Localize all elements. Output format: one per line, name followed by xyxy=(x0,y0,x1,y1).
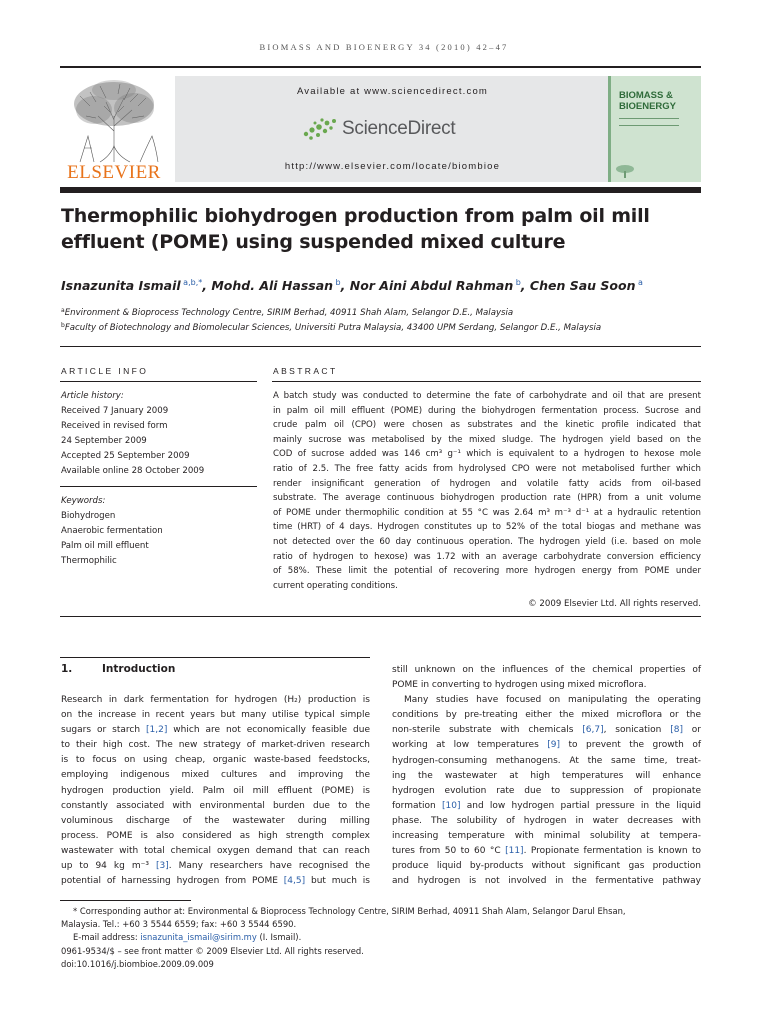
intro-rule xyxy=(60,657,370,658)
body-text-line: on the increase in recent years but many utilise typical simple xyxy=(61,710,370,721)
citation-link[interactable]: [9] xyxy=(547,740,560,751)
body-text-line: wastewater with total chemical oxygen demand that can reach xyxy=(61,845,370,856)
body-text-line: potential of harnessing hydrogen from POME [4,5] but much is xyxy=(61,876,370,887)
top-rule xyxy=(60,66,701,68)
keyword: Palm oil mill effluent xyxy=(61,541,149,551)
section-heading-introduction xyxy=(61,663,175,675)
history-entry: Accepted 25 September 2009 xyxy=(61,451,190,461)
abstract-line: A batch study was conducted to determine the fate of carbohydrate and oil that are present xyxy=(273,391,701,401)
journal-url-link[interactable]: http://www.elsevier.com/locate/biombioe xyxy=(284,161,501,172)
body-column-left xyxy=(61,693,370,889)
body-text-line: process. POME is also considered as high strength complex xyxy=(61,830,370,841)
abstract-line: not detected over the 60 day continuous operation. The hydrogen yield (i.e. based on mole xyxy=(273,536,701,547)
body-text-line: ing the wastewater at high temperatures will enhance xyxy=(392,770,701,781)
body-text-line: sugars or starch [1,2] which are not economically feasible due xyxy=(61,725,370,736)
body-text-line: conditions by pre-treating either the mixed microflora or the xyxy=(392,710,701,721)
author-affiliation-mark[interactable]: b xyxy=(335,278,341,287)
email-line xyxy=(61,931,701,944)
sciencedirect-wordmark: ScienceDirect xyxy=(342,118,456,139)
author-name[interactable]: Nor Aini Abdul Rahman xyxy=(349,278,514,293)
citation-link[interactable]: [10] xyxy=(442,800,461,811)
abstract-bottom-rule xyxy=(60,616,701,617)
abstract-line: crude palm oil (CPO) were chosen as substrates and the kinetic profile indicated that xyxy=(273,420,701,431)
journal-cover[interactable] xyxy=(608,76,701,182)
body-text-line: up to 94 kg m⁻³ [3]. Many researchers have recognised the xyxy=(61,861,370,872)
author-affiliation-mark[interactable]: a,b,* xyxy=(183,278,203,287)
abstract-line: ratio of 2.5. The free fatty acids from hydrolysed CPO were not metabolised further which xyxy=(273,463,701,474)
keyword: Anaerobic fermentation xyxy=(61,526,163,536)
author-name[interactable]: Chen Sau Soon xyxy=(529,278,636,293)
body-text-line: increasing temperature with minimal solubility at tempera- xyxy=(392,831,701,842)
sciencedirect-dots-icon xyxy=(300,114,340,144)
affiliation-a: $^a$Environment & Bioprocess Technology Centre, SIRIM Berhad, 40911 Shah Alam, Selangor D.E., Malaysia xyxy=(61,307,514,318)
body-text-line: hydrogen evolution rate due to suppression of propionate xyxy=(392,785,701,796)
body-text-line: hydrogen production yield. Palm oil mill effluent (POME) is xyxy=(61,785,370,796)
citation-link[interactable]: [3] xyxy=(155,861,169,872)
abstract-line: mainly sucrose was metabolised by the mixed sludge. The hydrogen yield based on the xyxy=(273,434,701,445)
abstract-line: ratio of hydrogen to hexose) was 1.72 with an average carbohydrate conversion efficiency xyxy=(273,551,701,562)
author-affiliation-mark[interactable]: a xyxy=(637,278,643,287)
abstract-line: of 58%. These limit the potential of recovering more hydrogen energy from POME under xyxy=(273,566,701,577)
body-text-line: formation [10] and low hydrogen partial pressure in the liquid xyxy=(392,800,701,811)
sciencedirect-box xyxy=(175,76,610,182)
title-rule xyxy=(60,187,701,193)
abstract-line: of POME under thermophilic condition at 55 °C was 2.64 m³ m⁻³ d⁻¹ at a hydraulic retention xyxy=(273,507,701,518)
citation-link[interactable]: [8] xyxy=(670,725,683,736)
body-text-line: employing indigenous mixed cultures and improving the xyxy=(61,770,370,781)
author-name[interactable]: Isnazunita Ismail xyxy=(61,278,181,293)
doi-line[interactable]: doi:10.1016/j.biombioe.2009.09.009 xyxy=(61,958,214,969)
sciencedirect-logo[interactable] xyxy=(300,114,500,144)
article-history xyxy=(61,389,257,479)
abstract-line: substrate. The average continuous biohydrogen production rate (HPR) from a unit volume xyxy=(273,493,701,504)
section-number: 1. xyxy=(61,663,73,675)
keywords-divider xyxy=(60,486,257,487)
elsevier-wordmark: ELSEVIER xyxy=(67,162,161,183)
footnote-rule xyxy=(60,900,191,901)
body-text-line: and hydrogen is not involved in the fermentative pathway xyxy=(392,876,701,887)
body-text-line: voluminous discharge of the wastewater during milling xyxy=(61,815,370,826)
affiliation-b: $^b$Faculty of Biotechnology and Biomolecular Sciences, Universiti Putra Malaysia, 43400 UPM Serdang, Selangor D.E., Malaysia xyxy=(61,322,602,333)
history-entry: 24 September 2009 xyxy=(61,436,147,446)
citation-link[interactable]: [11] xyxy=(505,846,524,857)
journal-banner xyxy=(60,70,701,186)
elsevier-tree-icon xyxy=(60,76,168,164)
body-text-line: to their high cost. The new strategy of market-driven research xyxy=(61,740,370,751)
abstract-heading: ABSTRACT xyxy=(273,366,338,376)
running-head: BIOMASS AND BIOENERGY 34 (2010) 42–47 xyxy=(259,42,509,52)
body-text-line: Many studies have focused on manipulating the operating xyxy=(404,695,701,706)
body-text-line: Research in dark fermentation for hydrogen (H₂) production is xyxy=(61,695,370,705)
abstract-line: current operating conditions. xyxy=(273,580,398,591)
keywords-label: Keywords: xyxy=(61,496,106,506)
abstract-line: render insignificant generation of hydrogen and volatile fatty acids from oil-based xyxy=(273,478,701,489)
section-title: Introduction xyxy=(102,663,176,675)
history-entry: Received in revised form xyxy=(61,421,168,431)
journal-cover-title: BIOMASS & BIOENERGY xyxy=(619,90,677,112)
body-column-right xyxy=(392,663,701,889)
corresponding-author-note: * Corresponding author at: Environmental & Bioprocess Technology Centre, SIRIM Berhad, 40911 Shah Alam, Selangor Darul Ehsan, xyxy=(73,906,626,916)
citation-link[interactable]: [4,5] xyxy=(283,876,306,887)
history-entry: Received 7 January 2009 xyxy=(61,406,169,416)
body-text-line: hydrogen-consuming methanogens. At the same time, treat- xyxy=(392,755,701,766)
body-text-line: still unknown on the influences of the chemical properties of xyxy=(392,665,701,675)
abstract-line: time (HRT) of 4 days. Hydrogen constitutes up to 52% of the total biogas and methane was xyxy=(273,522,701,533)
corresponding-author-contact: Malaysia. Tel.: +60 3 5544 6559; fax: +60 3 5544 6590. xyxy=(61,919,297,930)
abstract-line: in palm oil mill effluent (POME) during the biohydrogen fermentation process. Sucrose and xyxy=(273,405,701,416)
issn-line: 0961-9534/$ – see front matter © 2009 Elsevier Ltd. All rights reserved. xyxy=(61,945,364,956)
abstract-line: COD of sucrose added was 146 cm³ g⁻¹ which is equivalent to a hydrogen to hexose mole xyxy=(273,449,701,460)
body-text-line: is to focus on using cheap, organic waste-based feedstocks, xyxy=(61,755,370,766)
email-label: E-mail address: xyxy=(73,932,141,943)
keyword: Thermophilic xyxy=(61,556,117,566)
body-text-line: tures from 50 to 60 °C [11]. Propionate fermentation is known to xyxy=(392,846,701,857)
body-text-line: constantly associated with environmental burden due to the xyxy=(61,800,370,811)
email-suffix: (I. Ismail). xyxy=(256,932,302,943)
body-text-line: produce liquid by-products without significant gas production xyxy=(392,861,701,872)
body-text-line: POME in converting to hydrogen using mixed microflora. xyxy=(392,680,647,691)
abstract-rule xyxy=(272,381,701,382)
article-history-label: Article history: xyxy=(61,391,124,401)
author-affiliation-mark[interactable]: b xyxy=(515,278,521,287)
header-divider xyxy=(60,346,701,347)
citation-link[interactable]: [6,7] xyxy=(582,725,604,736)
available-at-text[interactable]: Available at www.sciencedirect.com xyxy=(296,86,489,97)
body-text-line: phase. The solubility of hydrogen in water decreases with xyxy=(392,815,701,826)
elsevier-logo[interactable] xyxy=(60,76,168,186)
article-info-rule xyxy=(60,381,257,382)
author-list: Isnazunita Ismail $^{a,b,*}$, Mohd. Ali Hassan $^b$, Nor Aini Abdul Rahman $^b$, Chen Sau Soon $^a$ xyxy=(61,278,643,293)
article-title: Thermophilic biohydrogen production from palm oil mill effluent (POME) using suspended mixed culture xyxy=(61,205,650,253)
abstract-body xyxy=(273,389,701,593)
article-info-heading: ARTICLE INFO xyxy=(61,366,149,376)
citation-link[interactable]: [1,2] xyxy=(146,725,168,736)
journal-cover-tree-icon xyxy=(614,164,636,178)
keyword: Biohydrogen xyxy=(61,511,116,521)
body-text-line: non-sterile substrate with chemicals [6,7], sonication [8] or xyxy=(392,725,701,736)
body-text-line: working at low temperatures [9] to prevent the growth of xyxy=(392,740,701,751)
footnotes xyxy=(61,905,701,971)
journal-cover-lines xyxy=(619,118,679,126)
copyright-notice: © 2009 Elsevier Ltd. All rights reserved. xyxy=(528,599,701,609)
history-entry: Available online 28 October 2009 xyxy=(61,466,205,476)
author-name[interactable]: Mohd. Ali Hassan xyxy=(211,278,334,293)
keywords xyxy=(61,494,257,569)
email-link[interactable]: isnazunita_ismail@sirim.my xyxy=(140,932,257,943)
